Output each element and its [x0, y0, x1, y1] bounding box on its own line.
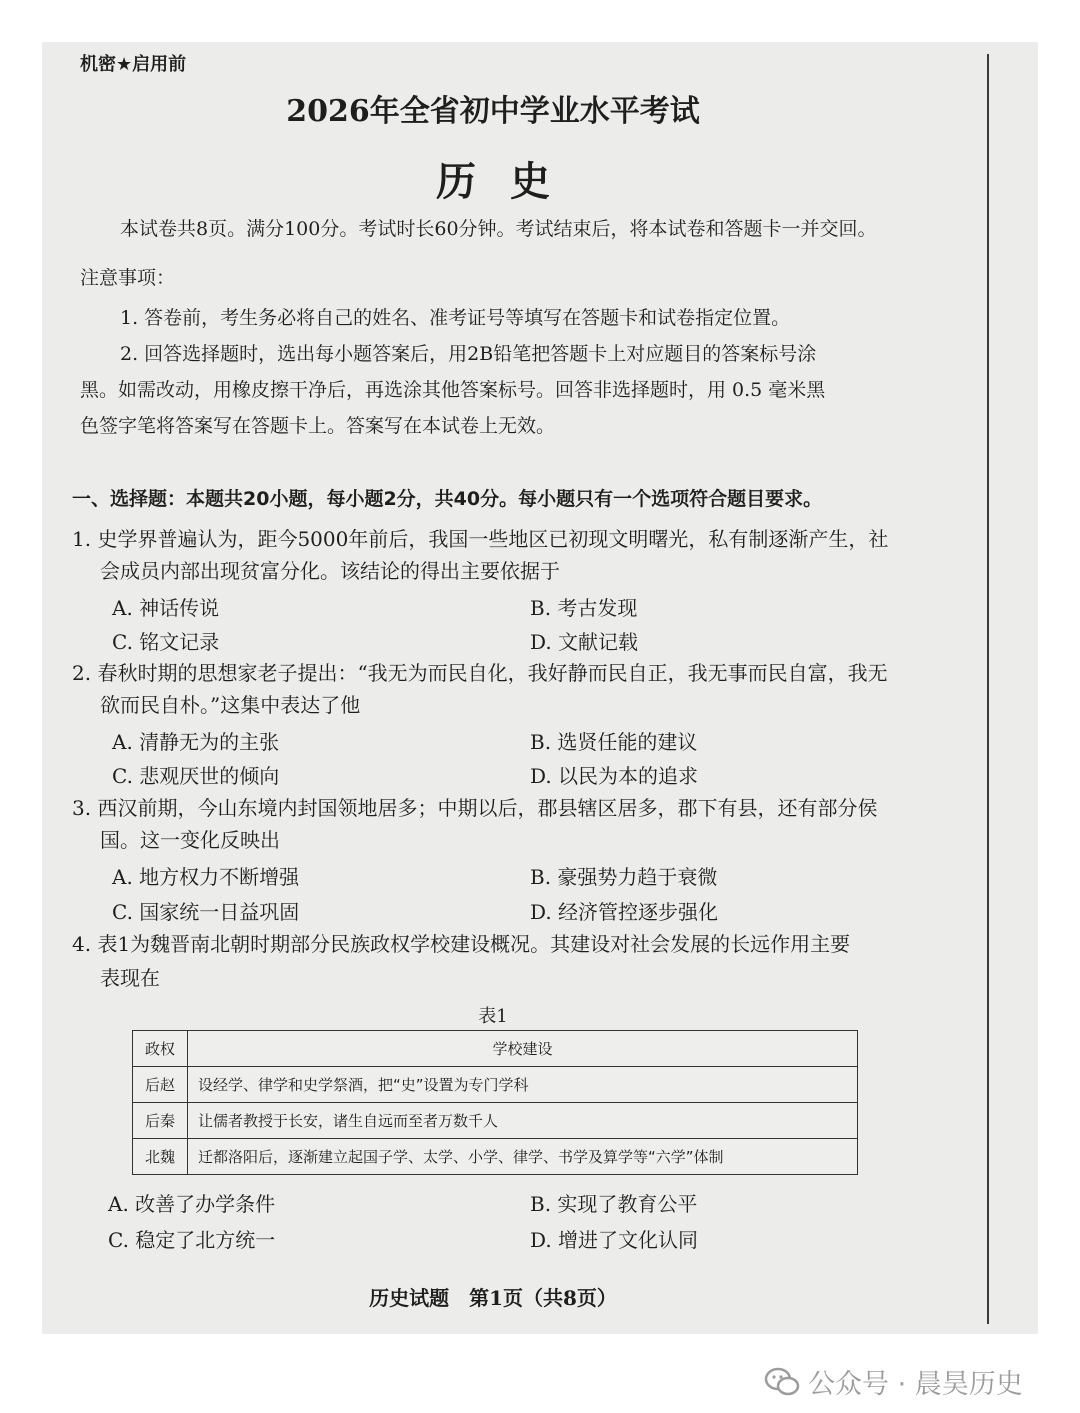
table-header-row: [133, 1031, 858, 1067]
question-3-line-1: 3. 西汉前期，今山东境内封国领地居多；中期以后，郡县辖区居多，郡下有县，还有部分侯: [72, 796, 878, 820]
question-2-line-1: 2. 春秋时期的思想家老子提出：“我无为而民自化，我好静而民自正，我无事而民自富，我无: [72, 661, 888, 685]
question-1-line-1: 1. 史学界普遍认为，距今5000年前后，我国一些地区已初现文明曙光，私有制逐渐产生，社: [72, 527, 889, 551]
table-cell-regime: 北魏: [133, 1139, 188, 1175]
subject-title: 历史: [436, 159, 584, 205]
table-cell-school: 让儒者教授于长安，诸生自远而至者万数千人: [188, 1103, 858, 1139]
notes-item-1: 1. 答卷前，考生务必将自己的姓名、准考证号等填写在答题卡和试卷指定位置。: [120, 307, 791, 329]
question-1-option-d: D. 文献记载: [530, 630, 639, 654]
table-cell-regime: 后赵: [133, 1067, 188, 1103]
question-3-option-d: D. 经济管控逐步强化: [530, 900, 719, 924]
question-2-option-d: D. 以民为本的追求: [530, 764, 699, 788]
section-1-heading: 一、选择题：本题共20小题，每小题2分，共40分。每小题只有一个选项符合题目要求。: [72, 488, 823, 510]
question-2-option-c: C. 悲观厌世的倾向: [112, 764, 280, 788]
notes-item-2-line-3: 色签字笔将答案写在答题卡上。答案写在本试卷上无效。: [80, 415, 556, 437]
wechat-icon: [764, 1367, 800, 1404]
question-3-option-b: B. 豪强势力趋于衰微: [530, 865, 718, 889]
question-3-line-2: 国。这一变化反映出: [100, 828, 280, 852]
exam-intro: 本试卷共8页。满分100分。考试时长60分钟。考试结束后，将本试卷和答题卡一并交回。: [120, 218, 877, 240]
question-4-line-2: 表现在: [100, 966, 160, 990]
question-4-option-c: C. 稳定了北方统一: [108, 1228, 276, 1252]
question-1-line-2: 会成员内部出现贫富分化。该结论的得出主要依据于: [100, 559, 560, 583]
table-row: [133, 1103, 858, 1139]
question-1-option-a: A. 神话传说: [112, 596, 220, 620]
question-4-option-d: D. 增进了文化认同: [530, 1228, 699, 1252]
question-2-option-a: A. 清静无为的主张: [112, 730, 280, 754]
table-cell-school: 设经学、律学和史学祭酒，把“史”设置为专门学科: [188, 1067, 858, 1103]
table-1: [132, 1030, 858, 1175]
question-3-option-c: C. 国家统一日益巩固: [112, 900, 300, 924]
table-cell-school: 迁都洛阳后，逐渐建立起国子学、太学、小学、律学、书学及算学等“六学”体制: [188, 1139, 858, 1175]
notes-item-2-line-1: 2. 回答选择题时，选出每小题答案后，用2B铅笔把答题卡上对应题目的答案标号涂: [120, 343, 817, 365]
table-1-caption: 表1: [478, 1006, 508, 1027]
notes-item-2-line-2: 黑。如需改动，用橡皮擦干净后，再选涂其他答案标号。回答非选择题时，用 0.5 毫米黑: [80, 379, 826, 401]
question-4-line-1: 4. 表1为魏晋南北朝时期部分民族政权学校建设概况。其建设对社会发展的长远作用主要: [72, 932, 851, 956]
exam-title: 2026年全省初中学业水平考试: [286, 94, 700, 129]
question-1-option-c: C. 铭文记录: [112, 630, 220, 654]
notes-heading: 注意事项：: [80, 267, 176, 289]
table-row: [133, 1067, 858, 1103]
question-3-option-a: A. 地方权力不断增强: [112, 865, 300, 889]
watermark: [764, 1362, 1023, 1404]
confidential-label: 机密★启用前: [80, 54, 187, 75]
table-header-cell: 政权: [133, 1031, 188, 1067]
table-row: [133, 1139, 858, 1175]
question-1-option-b: B. 考古发现: [530, 596, 638, 620]
question-4-option-b: B. 实现了教育公平: [530, 1192, 698, 1216]
question-4-option-a: A. 改善了办学条件: [108, 1192, 276, 1216]
table-header-cell: 学校建设: [188, 1031, 858, 1067]
watermark-text: 公众号 · 晨昊历史: [808, 1369, 1023, 1400]
table-cell-regime: 后秦: [133, 1103, 188, 1139]
question-2-option-b: B. 选贤任能的建议: [530, 730, 698, 754]
question-2-line-2: 欲而民自朴。”这集中表达了他: [100, 693, 361, 717]
exam-sheet: [42, 42, 1038, 1334]
page-footer: 历史试题 第1页（共8页）: [369, 1286, 617, 1310]
page-edge-line: [987, 54, 989, 1324]
